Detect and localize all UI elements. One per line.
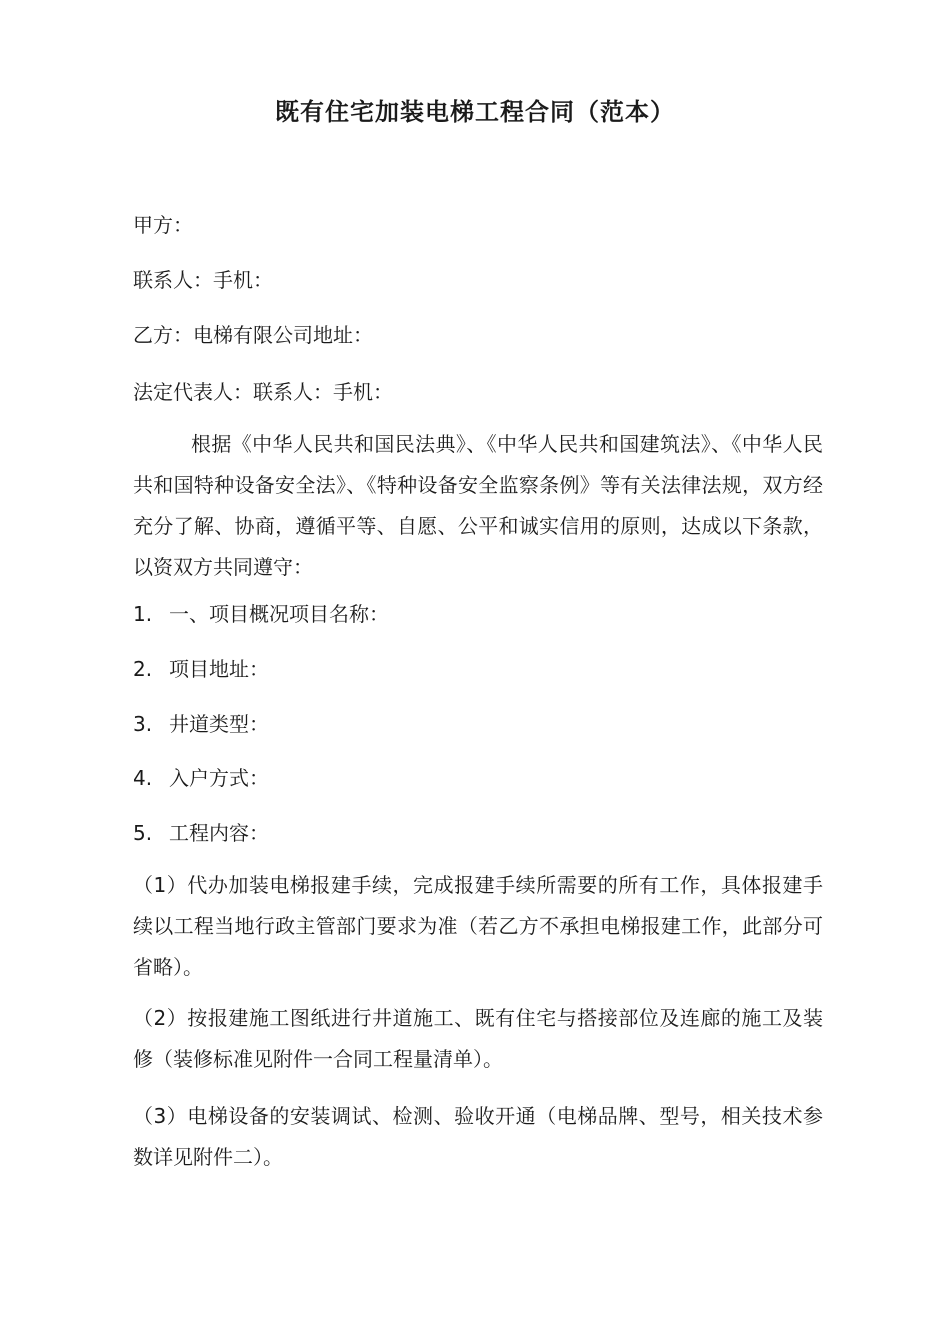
list-item-text: 一、项目概况项目名称： [169,602,389,626]
list-item-number: 3. [133,712,153,736]
list-item [133,649,269,689]
list-item-number: 2. [133,657,153,681]
sub-item-paragraph: （3）电梯设备的安装调试、检测、验收开通（电梯品牌、型号，相关技术参数详见附件二）。 [133,1104,823,1169]
party-a-line: 甲方： [133,213,193,237]
list-item-text: 项目地址： [169,657,269,681]
list-item-text: 入户方式： [169,766,269,790]
sub-item-paragraph: （1）代办加装电梯报建手续，完成报建手续所需要的所有工作，具体报建手续以工程当地行政主管部门要求为准（若乙方不承担电梯报建工作，此部分可省略）。 [133,873,823,979]
list-item-text: 井道类型： [169,712,269,736]
list-item-number: 5. [133,821,153,845]
list-item-number: 4. [133,766,153,790]
representative-line: 法定代表人：联系人：手机： [133,380,393,404]
list-item-number: 1. [133,602,153,626]
list-item [133,813,269,853]
list-item [133,594,389,634]
list-item-text: 工程内容： [169,821,269,845]
party-b-line: 乙方：电梯有限公司地址： [133,323,373,347]
document-title: 既有住宅加装电梯工程合同（范本） [275,98,675,126]
list-item [133,704,269,744]
list-item [133,758,269,798]
sub-item-paragraph: （2）按报建施工图纸进行井道施工、既有住宅与搭接部位及连廊的施工及装修（装修标准见附件一合同工程量清单）。 [133,1006,823,1071]
contact-a-line: 联系人：手机： [133,268,273,292]
preamble-paragraph: 根据《中华人民共和国民法典》、《中华人民共和国建筑法》、《中华人民共和国特种设备安全法》、《特种设备安全监察条例》等有关法律法规，双方经充分了解、协商，遵循平等、自愿、公平和诚实信用的原则，达成以下条款，以资双方共同遵守： [133,432,823,579]
